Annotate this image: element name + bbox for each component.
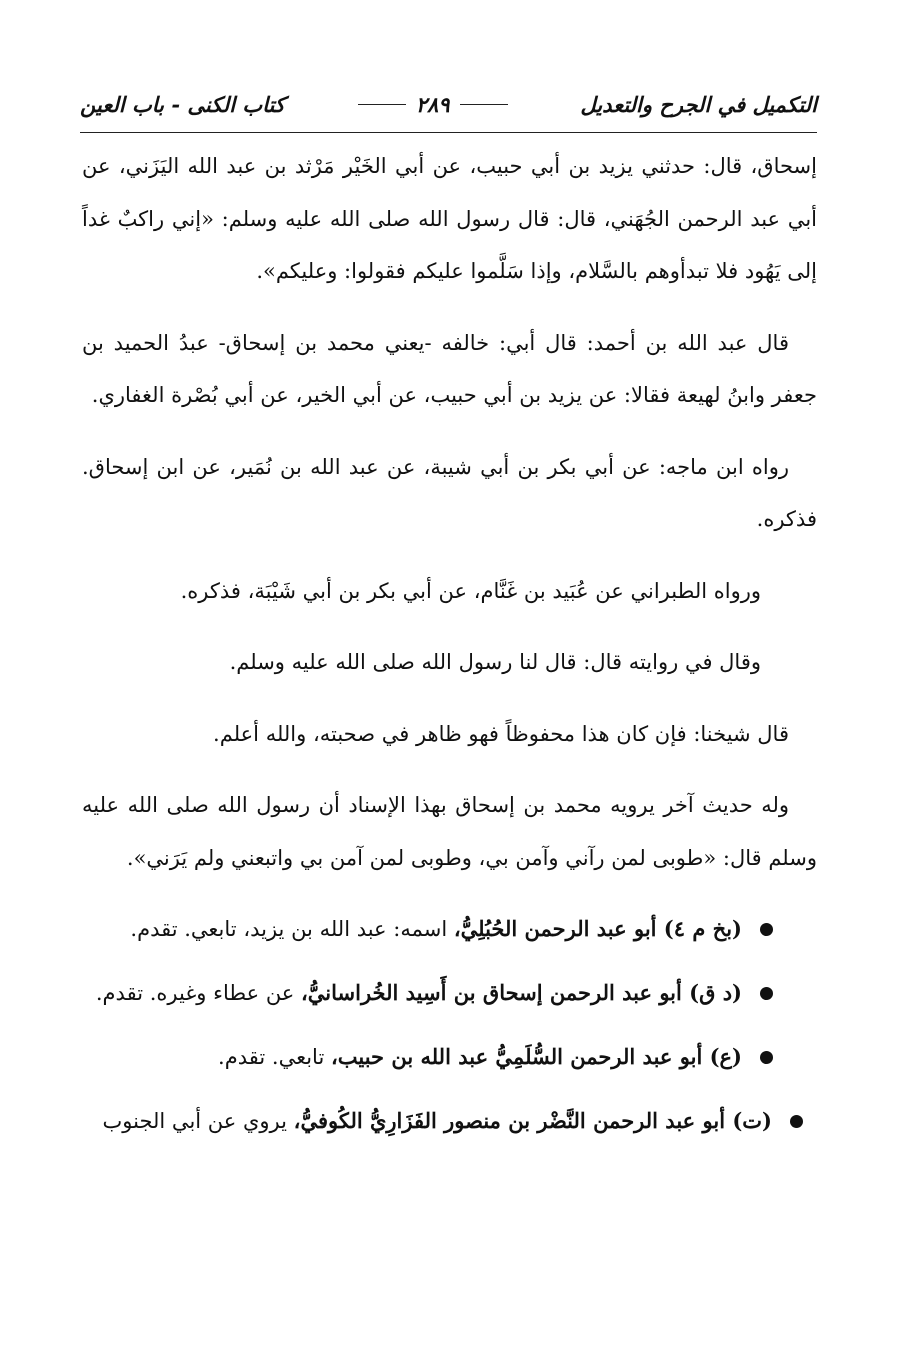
header-rule-left bbox=[358, 104, 406, 105]
header-rule-right bbox=[460, 104, 508, 105]
paragraph-hadith-1: إسحاق، قال: حدثني يزيد بن أبي حبيب، عن أبي الخَيْر مَرْثد بن عبد الله اليَزَني، عن أبي عبد الرحمن الجُهَني، قال: قال رسول الله صلى الله عليه وسلم: «إني راكبٌ غداً إلى يَهُود فلا تبدأوهم بالسَّلام، وإذا سَلَّموا عليكم فقولوا: وعليكم». bbox=[82, 154, 817, 283]
entry-name: (د ق) أبو عبد الرحمن إسحاق بن أَسِيد الخُراسانيُّ، bbox=[301, 980, 742, 1005]
section-title: كتاب الكنى - باب العين bbox=[80, 91, 285, 117]
list-item bbox=[82, 903, 817, 955]
page-number: ٢٨٩ bbox=[415, 91, 450, 117]
paragraph-ibn-majah: رواه ابن ماجه: عن أبي بكر بن أبي شيبة، عن عبد الله بن نُمَير، عن ابن إسحاق. فذكره. bbox=[82, 454, 817, 531]
list-item bbox=[82, 1095, 817, 1147]
entry-text bbox=[218, 1031, 742, 1083]
paragraph-riwaya: وقال في روايته قال: قال لنا رسول الله صلى الله عليه وسلم. bbox=[229, 650, 761, 674]
entry-name: (ع) أبو عبد الرحمن السُّلَمِيُّ عبد الله بن حبيب، bbox=[330, 1044, 742, 1069]
page-number-group bbox=[348, 92, 518, 117]
book-title: التكميل في الجرح والتعديل bbox=[580, 91, 817, 117]
bullet-icon bbox=[760, 987, 773, 1000]
paragraph-abdullah-comment: قال عبد الله بن أحمد: قال أبي: خالفه -يعني محمد بن إسحاق- عبدُ الحميد بن جعفر وابنُ لهيعة فقالا: عن يزيد بن أبي حبيب، عن أبي الخير، عن أبي بُصْرة الغفاري. bbox=[82, 330, 817, 407]
entry-text bbox=[130, 903, 742, 955]
bullet-icon bbox=[760, 1051, 773, 1064]
entry-detail: اسمه: عبد الله بن يزيد، تابعي. تقدم. bbox=[130, 917, 454, 941]
bullet-icon bbox=[760, 923, 773, 936]
entry-detail: يروي عن أبي الجنوب bbox=[102, 1109, 294, 1133]
list-item bbox=[82, 1031, 817, 1083]
entry-name: (ت) أبو عبد الرحمن النَّضْر بن منصور الفَزَارِيُّ الكُوفيُّ، bbox=[293, 1108, 772, 1133]
page-body bbox=[82, 140, 817, 1159]
paragraph-tabarani: ورواه الطبراني عن عُبَيد بن غَنَّام، عن أبي بكر بن أبي شَيْبَة، فذكره. bbox=[180, 578, 761, 603]
paragraph-hadith-2: وله حديث آخر يرويه محمد بن إسحاق بهذا الإسناد أن رسول الله صلى الله عليه وسلم قال: «طوبى لمن رآني وآمن بي، وطوبى لمن آمن بي واتبعني ولم يَرَني». bbox=[82, 793, 817, 870]
entry-text bbox=[96, 967, 742, 1019]
entry-text bbox=[103, 1095, 772, 1147]
entry-list bbox=[82, 903, 817, 1147]
entry-detail: عن عطاء وغيره. تقدم. bbox=[95, 981, 302, 1005]
entry-detail: تابعي. تقدم. bbox=[218, 1045, 331, 1069]
running-header bbox=[80, 82, 817, 133]
list-item bbox=[82, 967, 817, 1019]
paragraph-shaykh: قال شيخنا: فإن كان هذا محفوظاً فهو ظاهر في صحبته، والله أعلم. bbox=[213, 721, 789, 746]
entry-name: (بخ م ٤) أبو عبد الرحمن الحُبُلِيُّ، bbox=[453, 916, 742, 941]
bullet-icon bbox=[790, 1115, 803, 1128]
